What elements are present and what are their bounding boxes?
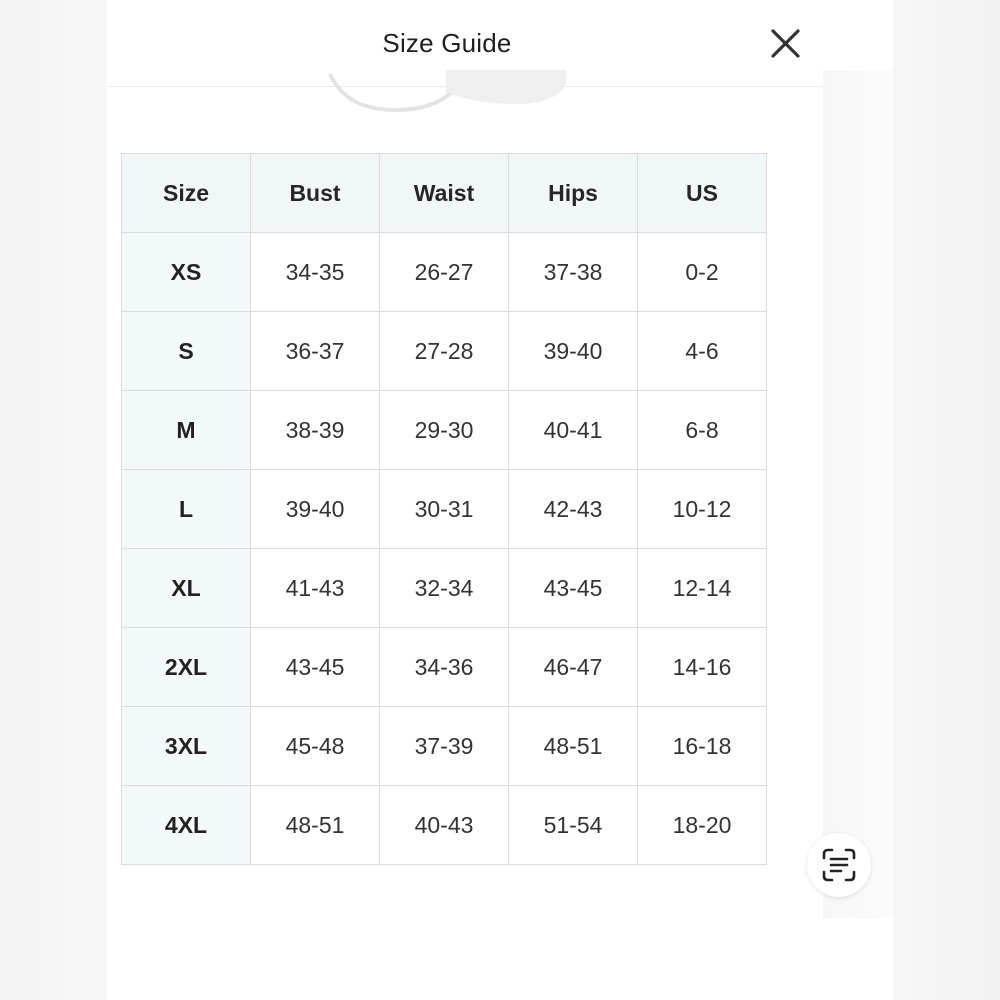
table-header-row <box>122 154 767 233</box>
size-label: XS <box>122 233 251 312</box>
bust-value: 48-51 <box>251 786 380 865</box>
size-chart <box>121 153 767 865</box>
us-size-value: 10-12 <box>638 470 767 549</box>
waist-value: 29-30 <box>380 391 509 470</box>
size-table <box>121 153 767 865</box>
bust-value: 45-48 <box>251 707 380 786</box>
table-row <box>122 391 767 470</box>
table-row <box>122 628 767 707</box>
hips-value: 46-47 <box>509 628 638 707</box>
waist-value: 37-39 <box>380 707 509 786</box>
us-size-value: 4-6 <box>638 312 767 391</box>
size-label: S <box>122 312 251 391</box>
us-size-value: 6-8 <box>638 391 767 470</box>
text-scan-icon <box>821 847 857 883</box>
column-header-size: Size <box>122 154 251 233</box>
us-size-value: 12-14 <box>638 549 767 628</box>
column-header-bust: Bust <box>251 154 380 233</box>
size-label: 4XL <box>122 786 251 865</box>
us-size-value: 0-2 <box>638 233 767 312</box>
bust-value: 39-40 <box>251 470 380 549</box>
size-label: L <box>122 470 251 549</box>
waist-value: 30-31 <box>380 470 509 549</box>
sheet-edge-shade <box>823 70 893 920</box>
us-size-value: 16-18 <box>638 707 767 786</box>
column-header-us: US <box>638 154 767 233</box>
waist-value: 32-34 <box>380 549 509 628</box>
hips-value: 51-54 <box>509 786 638 865</box>
waist-value: 26-27 <box>380 233 509 312</box>
bust-value: 34-35 <box>251 233 380 312</box>
bust-value: 41-43 <box>251 549 380 628</box>
table-row <box>122 470 767 549</box>
text-scan-button[interactable] <box>807 833 871 897</box>
table-row <box>122 786 767 865</box>
waist-value: 27-28 <box>380 312 509 391</box>
hips-value: 37-38 <box>509 233 638 312</box>
modal-title: Size Guide <box>382 28 512 58</box>
modal-footer-area <box>107 918 893 1000</box>
column-header-waist: Waist <box>380 154 509 233</box>
waist-value: 34-36 <box>380 628 509 707</box>
us-size-value: 18-20 <box>638 786 767 865</box>
hips-value: 48-51 <box>509 707 638 786</box>
hips-value: 39-40 <box>509 312 638 391</box>
bust-value: 43-45 <box>251 628 380 707</box>
table-row <box>122 233 767 312</box>
bust-value: 36-37 <box>251 312 380 391</box>
table-row <box>122 707 767 786</box>
close-icon <box>766 26 806 62</box>
table-row <box>122 312 767 391</box>
us-size-value: 14-16 <box>638 628 767 707</box>
waist-value: 40-43 <box>380 786 509 865</box>
column-header-hips: Hips <box>509 154 638 233</box>
close-button[interactable] <box>766 26 806 62</box>
size-label: XL <box>122 549 251 628</box>
bust-value: 38-39 <box>251 391 380 470</box>
product-image-fragment <box>326 70 566 116</box>
size-label: 2XL <box>122 628 251 707</box>
hips-value: 42-43 <box>509 470 638 549</box>
size-label: 3XL <box>122 707 251 786</box>
hips-value: 40-41 <box>509 391 638 470</box>
hips-value: 43-45 <box>509 549 638 628</box>
table-row <box>122 549 767 628</box>
size-label: M <box>122 391 251 470</box>
